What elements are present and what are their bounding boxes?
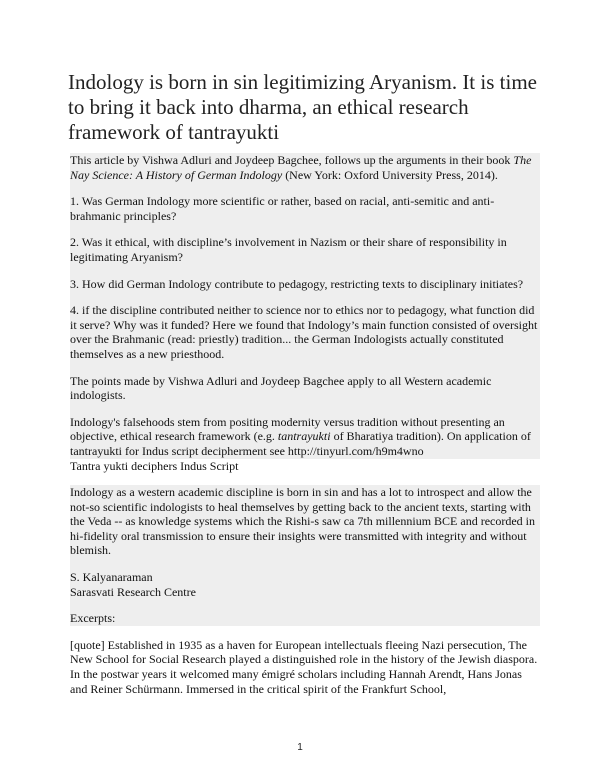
- author-name: S. Kalyanaraman: [70, 570, 153, 585]
- question-1: 1. Was German Indology more scientific or rather, based on racial, anti-semitic and anti-brahmanic principles?: [70, 194, 495, 223]
- link-caption[interactable]: Tantra yukti deciphers Indus Script: [70, 458, 239, 473]
- tantrayukti-term: tantrayukti: [277, 429, 331, 444]
- intro-publisher: (New York: Oxford University Press, 2014).: [282, 167, 498, 182]
- book-title: The Nay Science: A History of German Indology: [70, 153, 532, 182]
- document-title: Indology is born in sin legitimizing Aryanism. It is time to bring it back into dharma, an ethical research framework of tantrayukti: [68, 70, 537, 144]
- question-4: 4. if the discipline contributed neither to science nor to ethics nor to pedagogy, what function did it serve? Why was it funded? Here we found that Indology’s main function consisted of oversight over the Brahmanic (read: priestly) tradition... the German Indologists actually constituted themselves as a new priesthood.: [70, 303, 538, 361]
- falsehoods-link-text: of Bharatiya tradition). On application of tantrayukti for Indus script decipherment see http://tinyurl.com/h9m4wno: [70, 429, 531, 458]
- page-number: 1: [297, 742, 303, 753]
- sin-paragraph: Indology as a western academic discipline is born in sin and has a lot to introspect and allow the not-so scientific indologists to heal themselves by getting back to the ancient texts, starting with the Veda -- as knowledge systems which the Rishi-s saw ca 7th millennium BCE and recorded in hi-fidelity oral transmission to ensure their insights were transmitted with integrity and without blemish.: [70, 485, 536, 558]
- falsehoods-text: Indology's falsehoods stem from positing modernity versus tradition without presenting an objective, ethical research framework (e.g.: [70, 414, 505, 444]
- falsehoods-paragraph: [70, 415, 540, 459]
- intro-text: This article by Vishwa Adluri and Joydeep Bagchee, follows up the arguments in their book: [70, 153, 514, 167]
- document-body: [70, 153, 540, 696]
- highlighted-section: [70, 153, 540, 459]
- highlighted-section-2: [70, 485, 540, 626]
- question-2: 2. Was it ethical, with discipline’s involvement in Nazism or their share of responsibility in legitimating Aryanism?: [70, 235, 507, 264]
- intro-paragraph: [70, 153, 540, 182]
- quote-paragraph: [quote] Established in 1935 as a haven for European intellectuals fleeing Nazi persecution, The New School for Social Research played a distinguished role in the history of the Jewish diaspora. In the postwar years it welcomed many émigré scholars including Hannah Arendt, Hans Jonas and Reiner Schürmann. Immersed in the critical spirit of the Frankfurt School,: [70, 637, 538, 696]
- author-organization: Sarasvati Research Centre: [70, 584, 196, 599]
- points-paragraph: The points made by Vishwa Adluri and Joydeep Bagchee apply to all Western academic indologists.: [70, 373, 492, 403]
- question-3: 3. How did German Indology contribute to pedagogy, restricting texts to disciplinary initiates?: [70, 276, 524, 291]
- excerpts-label: Excerpts:: [70, 611, 116, 626]
